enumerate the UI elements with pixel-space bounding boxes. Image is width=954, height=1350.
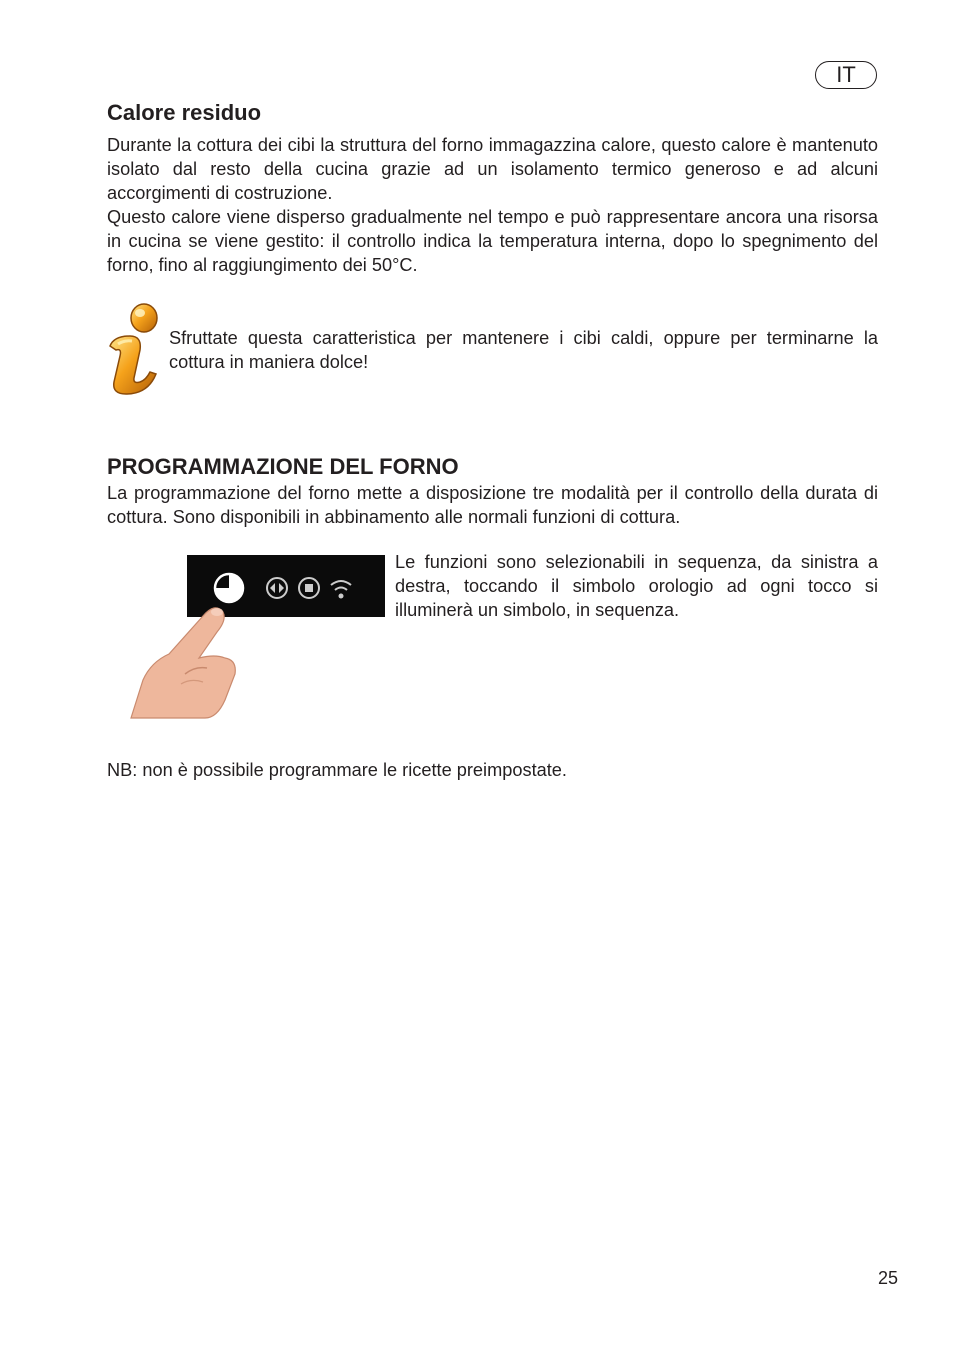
page-number: 25 [878,1268,899,1288]
clock-icon [215,574,243,602]
section-title-residual-heat: Calore residuo [107,100,262,125]
programming-side-text: Le funzioni sono selezionabili in sequenza, da sinistra a destra, toccando il simbolo orologio ad ogni tocco si illuminerà un simbolo, in sequenza. [395,552,878,620]
language-badge: IT [815,61,877,89]
tip-text: Sfruttate questa caratteristica per mantenere i cibi caldi, oppure per terminarne la cottura in maniera dolce! [169,328,878,372]
programming-intro: La programmazione del forno mette a disposizione tre modalità per il controllo della durata di cottura. Sono disponibili in abbinamento alle normali funzioni di cottura. [107,483,878,527]
programming-note: NB: non è possibile programmare le ricette preimpostate. [107,760,567,780]
section-title-programming: PROGRAMMAZIONE DEL FORNO [107,454,459,479]
residual-heat-paragraph-2: Questo calore viene disperso gradualmente nel tempo e può rappresentare ancora una risorsa in cucina se viene gestito: il controllo indica la temperatura interna, dopo lo spegnimento del forno, fino al raggiungimento dei 50°C. [107,207,878,275]
residual-heat-paragraph-1: Durante la cottura dei cibi la struttura del forno immagazzina calore, questo calore è mantenuto isolato dal resto della cucina grazie ad un isolamento termico generoso e ad alcuni accorgimenti di costruzione. [107,135,878,203]
control-panel-illustration [125,550,387,720]
info-icon [100,298,164,398]
finger-touch [131,608,235,718]
